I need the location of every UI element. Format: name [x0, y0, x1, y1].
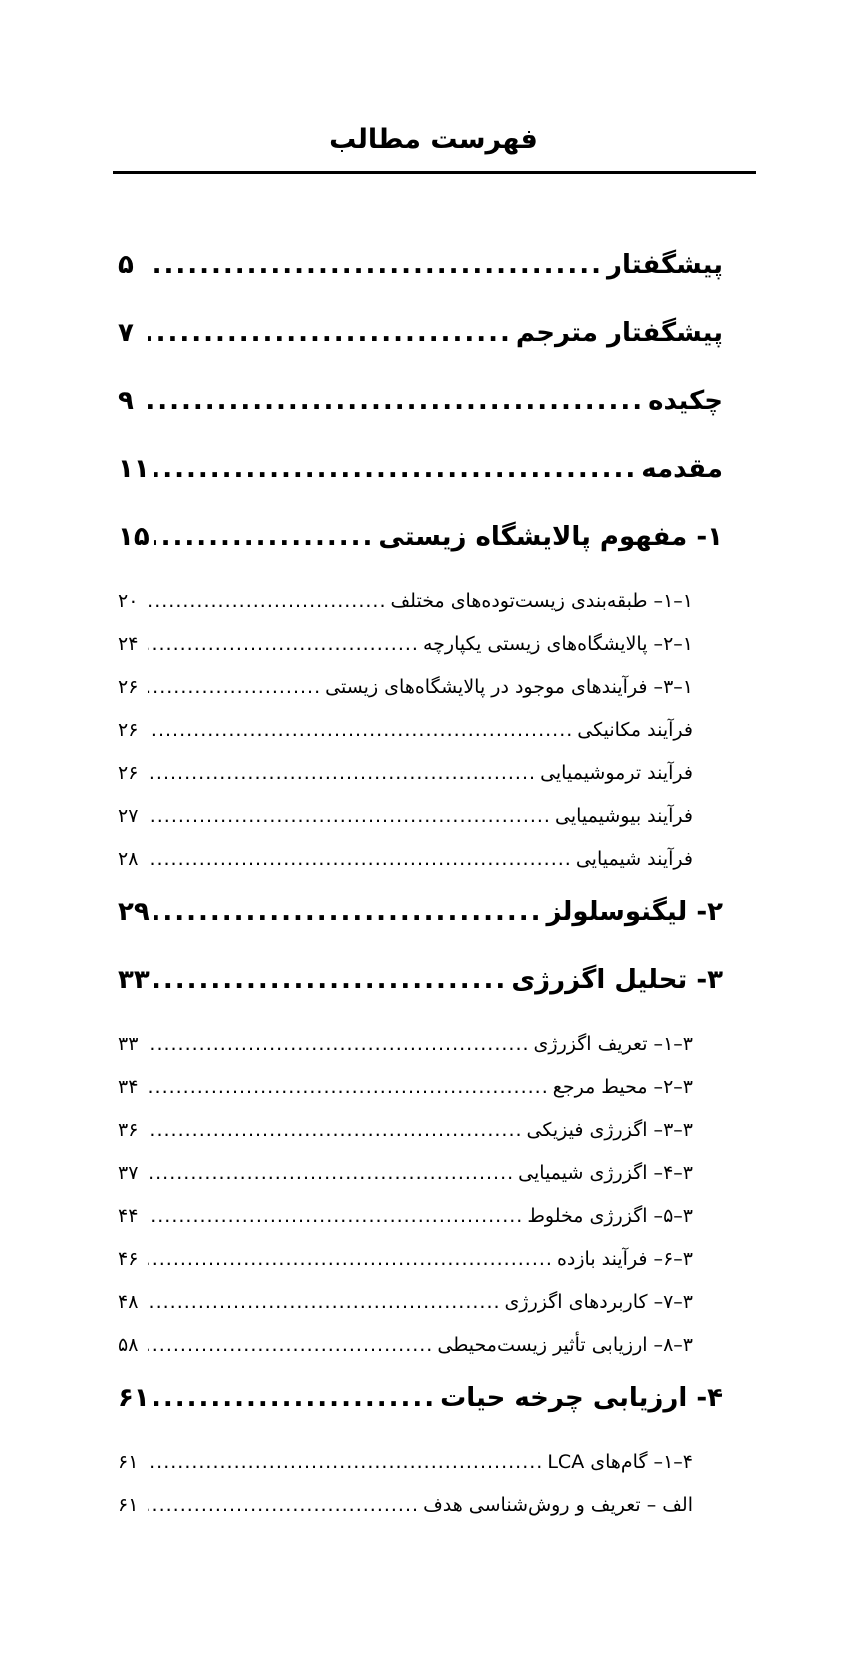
toc-page-number: ۲۶: [118, 719, 139, 741]
toc-entry-title: ۳–۳– اگزرژی فیزیکی: [526, 1119, 693, 1141]
toc-entry-title: ۳–۷– کاربردهای اگزرژی: [504, 1291, 693, 1313]
toc-entry-title: ۳- تحلیل اگزرژی: [511, 965, 723, 995]
toc-entry-title: ۳–۸– ارزیابی تأثیر زیست‌محیطی: [437, 1334, 693, 1356]
toc-page-number: ۷: [118, 318, 134, 348]
toc-entry-section-4-1[interactable]: [118, 1451, 723, 1494]
toc-entry-introduction[interactable]: [118, 454, 723, 522]
toc-page-number: ۲۷: [118, 805, 139, 827]
toc-leader-dots: [154, 897, 543, 927]
title-divider: [113, 171, 756, 174]
toc-entry-title: پیشگفتار مترجم: [515, 318, 723, 348]
toc-leader-dots: [154, 965, 508, 995]
toc-leader-dots: [148, 386, 644, 416]
toc-leader-dots: [154, 454, 638, 484]
toc-entry-chapter-3[interactable]: [118, 965, 723, 1033]
toc-page-number: ۹: [118, 386, 134, 416]
toc-page-number: ۵: [118, 250, 134, 280]
toc-entry-title: ۱- مفهوم پالایشگاه زیستی: [378, 522, 723, 552]
toc-leader-dots: [154, 1383, 436, 1413]
toc-leader-dots: [148, 633, 419, 655]
toc-leader-dots: [148, 848, 572, 870]
toc-entry-title: چکیده: [648, 386, 723, 416]
toc-page-number: ۲۹: [118, 897, 150, 927]
toc-page-number: ۶۱: [118, 1451, 139, 1473]
toc-page-number: ۲۰: [118, 590, 139, 612]
toc-leader-dots: [148, 1291, 501, 1313]
toc-leader-dots: [148, 318, 512, 348]
toc-entry-chapter-2[interactable]: [118, 897, 723, 965]
toc-entry-section-3-6[interactable]: [118, 1248, 723, 1291]
toc-page-number: ۴۶: [118, 1248, 139, 1270]
toc-leader-dots: [148, 676, 321, 698]
toc-entry-title: ۱–۳– فرآیندهای موجود در پالایشگاه‌های زیستی: [325, 676, 693, 698]
toc-page-number: ۲۴: [118, 633, 139, 655]
toc-entry-preface[interactable]: [118, 250, 723, 318]
toc-leader-dots: [148, 250, 603, 280]
page-title: فهرست مطالب: [329, 124, 538, 155]
toc-entry-title: فرآیند مکانیکی: [577, 719, 693, 741]
toc-entry-title: فرآیند شیمیایی: [575, 848, 693, 870]
toc-entry-section-3-1[interactable]: [118, 1033, 723, 1076]
toc-entry-section-4-1-a[interactable]: [118, 1494, 723, 1537]
toc-page-number: ۱۱: [118, 454, 150, 484]
toc-page-number: ۶۱: [118, 1494, 139, 1516]
toc-entry-title: ۳–۲– محیط مرجع: [552, 1076, 693, 1098]
toc-entry-title: ۴–۱– گام‌های LCA: [547, 1451, 693, 1473]
toc-page-number: ۳۷: [118, 1162, 139, 1184]
toc-entry-chapter-1[interactable]: [118, 522, 723, 590]
toc-leader-dots: [148, 1162, 514, 1184]
toc-leader-dots: [148, 1076, 549, 1098]
toc-entry-section-3-4[interactable]: [118, 1162, 723, 1205]
toc-entry-title: ۲- لیگنوسلولز: [546, 897, 723, 927]
toc-entry-title: ۳–۵– اگزرژی مخلوط: [527, 1205, 693, 1227]
toc-leader-dots: [148, 1119, 523, 1141]
toc-entry-mechanical-process[interactable]: [118, 719, 723, 762]
toc-entry-title: ۳–۴– اگزرژی شیمیایی: [518, 1162, 693, 1184]
toc-page-number: ۵۸: [118, 1334, 139, 1356]
toc-page-number: ۲۸: [118, 848, 139, 870]
toc-entry-section-3-2[interactable]: [118, 1076, 723, 1119]
toc-page-number: ۶۱: [118, 1383, 150, 1413]
table-of-contents: [118, 250, 723, 1537]
toc-page-number: ۴۸: [118, 1291, 139, 1313]
toc-leader-dots: [154, 522, 375, 552]
toc-entry-translator-preface[interactable]: [118, 318, 723, 386]
toc-page-number: ۳۳: [118, 965, 150, 995]
toc-entry-abstract[interactable]: [118, 386, 723, 454]
toc-page-number: ۳۳: [118, 1033, 139, 1055]
toc-entry-title: مقدمه: [641, 454, 723, 484]
toc-entry-section-1-3[interactable]: [118, 676, 723, 719]
toc-leader-dots: [148, 1248, 553, 1270]
toc-leader-dots: [148, 590, 387, 612]
toc-entry-section-3-8[interactable]: [118, 1334, 723, 1377]
toc-entry-title: ۴- ارزیابی چرخه حیات: [440, 1383, 723, 1413]
toc-leader-dots: [148, 1451, 543, 1473]
toc-entry-chapter-4[interactable]: [118, 1383, 723, 1451]
toc-leader-dots: [148, 1494, 419, 1516]
toc-entry-title: فرآیند ترموشیمیایی: [540, 762, 693, 784]
toc-entry-section-3-3[interactable]: [118, 1119, 723, 1162]
toc-entry-section-3-7[interactable]: [118, 1291, 723, 1334]
toc-entry-section-1-1[interactable]: [118, 590, 723, 633]
toc-leader-dots: [148, 719, 573, 741]
toc-leader-dots: [148, 1205, 523, 1227]
toc-entry-title: الف – تعریف و روش‌شناسی هدف: [423, 1494, 693, 1516]
toc-entry-title: ۳–۶– فرآیند بازده: [556, 1248, 693, 1270]
toc-entry-title: فرآیند بیوشیمیایی: [554, 805, 693, 827]
toc-leader-dots: [148, 1033, 530, 1055]
toc-page-number: ۳۶: [118, 1119, 139, 1141]
toc-page-number: ۴۴: [118, 1205, 139, 1227]
toc-entry-section-1-2[interactable]: [118, 633, 723, 676]
toc-entry-title: ۱–۲– پالایشگاه‌های زیستی یکپارچه: [422, 633, 693, 655]
toc-page-number: ۳۴: [118, 1076, 139, 1098]
toc-leader-dots: [148, 1334, 433, 1356]
toc-entry-biochemical-process[interactable]: [118, 805, 723, 848]
toc-entry-title: پیشگفتار: [606, 250, 723, 280]
toc-page-number: ۱۵: [118, 522, 150, 552]
toc-entry-title: ۱–۱– طبقه‌بندی زیست‌توده‌های مختلف: [390, 590, 693, 612]
toc-entry-section-3-5[interactable]: [118, 1205, 723, 1248]
toc-page-number: ۲۶: [118, 762, 139, 784]
toc-page-number: ۲۶: [118, 676, 139, 698]
toc-leader-dots: [148, 805, 551, 827]
toc-entry-chemical-process[interactable]: [118, 848, 723, 891]
toc-leader-dots: [148, 762, 536, 784]
toc-entry-title: ۳–۱– تعریف اگزرژی: [533, 1033, 693, 1055]
toc-entry-thermochemical-process[interactable]: [118, 762, 723, 805]
